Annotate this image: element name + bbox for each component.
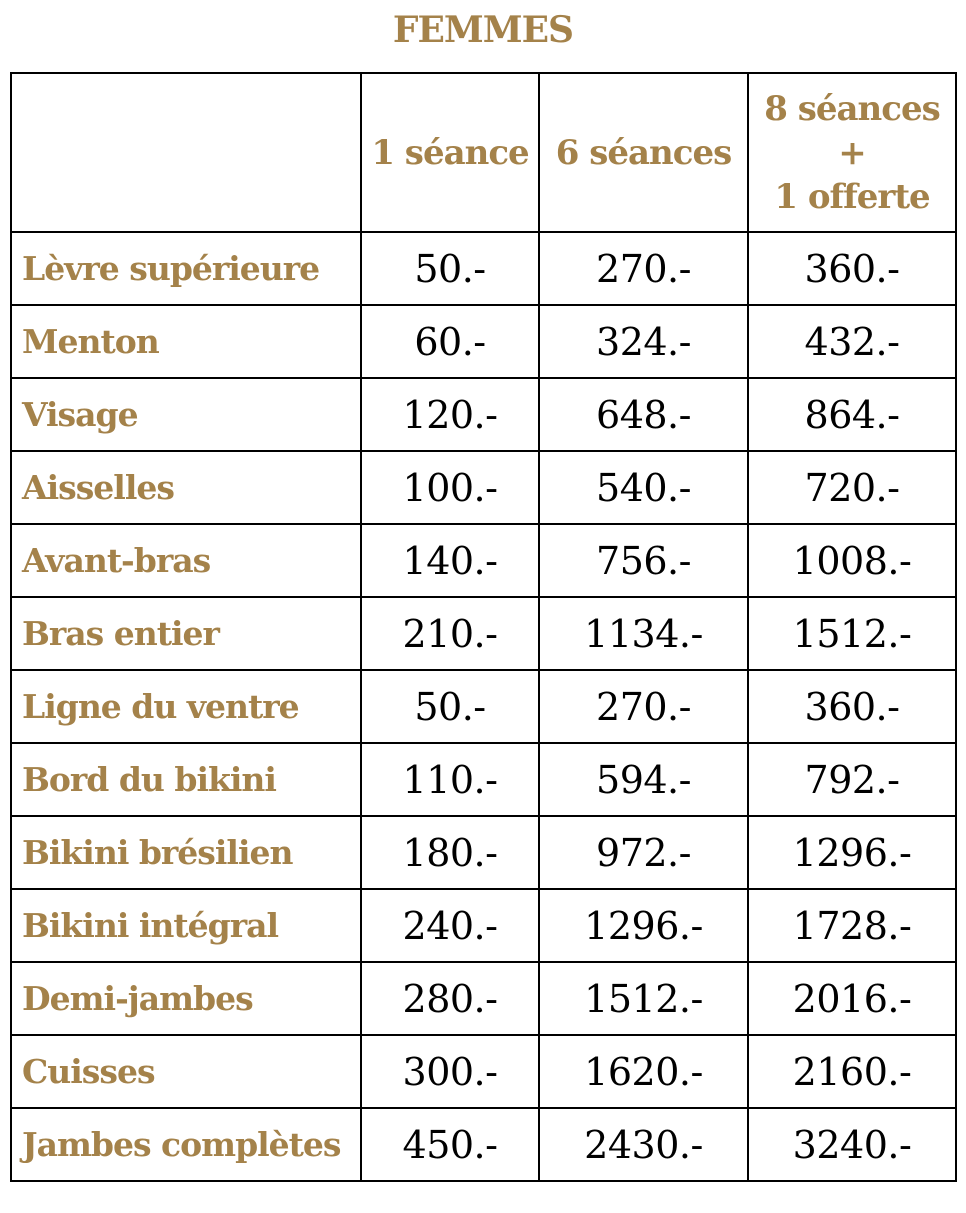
header-eight-sessions [748, 73, 956, 232]
price-six-sessions: 1620.- [539, 1035, 748, 1108]
zone-label: Bord du bikini [11, 743, 361, 816]
zone-label: Lèvre supérieure [11, 232, 361, 305]
zone-label: Jambes complètes [11, 1108, 361, 1181]
price-one-session: 50.- [361, 670, 539, 743]
page-title: FEMMES [392, 9, 574, 51]
price-one-session: 100.- [361, 451, 539, 524]
table-header-row [11, 73, 956, 232]
price-eight-sessions: 360.- [748, 670, 956, 743]
price-eight-sessions: 2160.- [748, 1035, 956, 1108]
price-eight-sessions: 792.- [748, 743, 956, 816]
price-one-session: 110.- [361, 743, 539, 816]
table-row [11, 670, 956, 743]
price-one-session: 240.- [361, 889, 539, 962]
header-eight-sessions-line3: 1 offerte [774, 176, 930, 217]
price-six-sessions: 270.- [539, 670, 748, 743]
zone-label: Ligne du ventre [11, 670, 361, 743]
table-row [11, 524, 956, 597]
price-eight-sessions: 1728.- [748, 889, 956, 962]
zone-label: Menton [11, 305, 361, 378]
table-row [11, 1108, 956, 1181]
table-row [11, 889, 956, 962]
table-row [11, 378, 956, 451]
price-one-session: 180.- [361, 816, 539, 889]
price-six-sessions: 1134.- [539, 597, 748, 670]
table-row [11, 597, 956, 670]
price-six-sessions: 324.- [539, 305, 748, 378]
price-one-session: 50.- [361, 232, 539, 305]
price-one-session: 210.- [361, 597, 539, 670]
price-one-session: 140.- [361, 524, 539, 597]
price-one-session: 450.- [361, 1108, 539, 1181]
zone-label: Bras entier [11, 597, 361, 670]
price-eight-sessions: 2016.- [748, 962, 956, 1035]
price-six-sessions: 756.- [539, 524, 748, 597]
price-eight-sessions: 864.- [748, 378, 956, 451]
price-six-sessions: 270.- [539, 232, 748, 305]
price-eight-sessions: 3240.- [748, 1108, 956, 1181]
table-row [11, 451, 956, 524]
price-eight-sessions: 1296.- [748, 816, 956, 889]
table-row [11, 743, 956, 816]
table-row [11, 1035, 956, 1108]
header-eight-sessions-line2: + [838, 132, 866, 173]
header-one-session: 1 séance [361, 73, 539, 232]
price-one-session: 280.- [361, 962, 539, 1035]
price-eight-sessions: 432.- [748, 305, 956, 378]
table-row [11, 305, 956, 378]
price-six-sessions: 972.- [539, 816, 748, 889]
header-six-sessions: 6 séances [539, 73, 748, 232]
zone-label: Bikini intégral [11, 889, 361, 962]
table-row [11, 962, 956, 1035]
zone-label: Bikini brésilien [11, 816, 361, 889]
price-eight-sessions: 1512.- [748, 597, 956, 670]
price-six-sessions: 1296.- [539, 889, 748, 962]
price-eight-sessions: 360.- [748, 232, 956, 305]
price-one-session: 120.- [361, 378, 539, 451]
zone-label: Cuisses [11, 1035, 361, 1108]
zone-label: Aisselles [11, 451, 361, 524]
price-six-sessions: 540.- [539, 451, 748, 524]
price-eight-sessions: 1008.- [748, 524, 956, 597]
zone-label: Demi-jambes [11, 962, 361, 1035]
price-six-sessions: 2430.- [539, 1108, 748, 1181]
price-eight-sessions: 720.- [748, 451, 956, 524]
price-six-sessions: 1512.- [539, 962, 748, 1035]
zone-label: Avant-bras [11, 524, 361, 597]
header-eight-sessions-line1: 8 séances [764, 88, 940, 129]
table-row [11, 816, 956, 889]
zone-label: Visage [11, 378, 361, 451]
price-six-sessions: 648.- [539, 378, 748, 451]
table-row [11, 232, 956, 305]
price-six-sessions: 594.- [539, 743, 748, 816]
price-one-session: 60.- [361, 305, 539, 378]
header-empty-cell [11, 73, 361, 232]
price-table [10, 72, 957, 1182]
price-one-session: 300.- [361, 1035, 539, 1108]
